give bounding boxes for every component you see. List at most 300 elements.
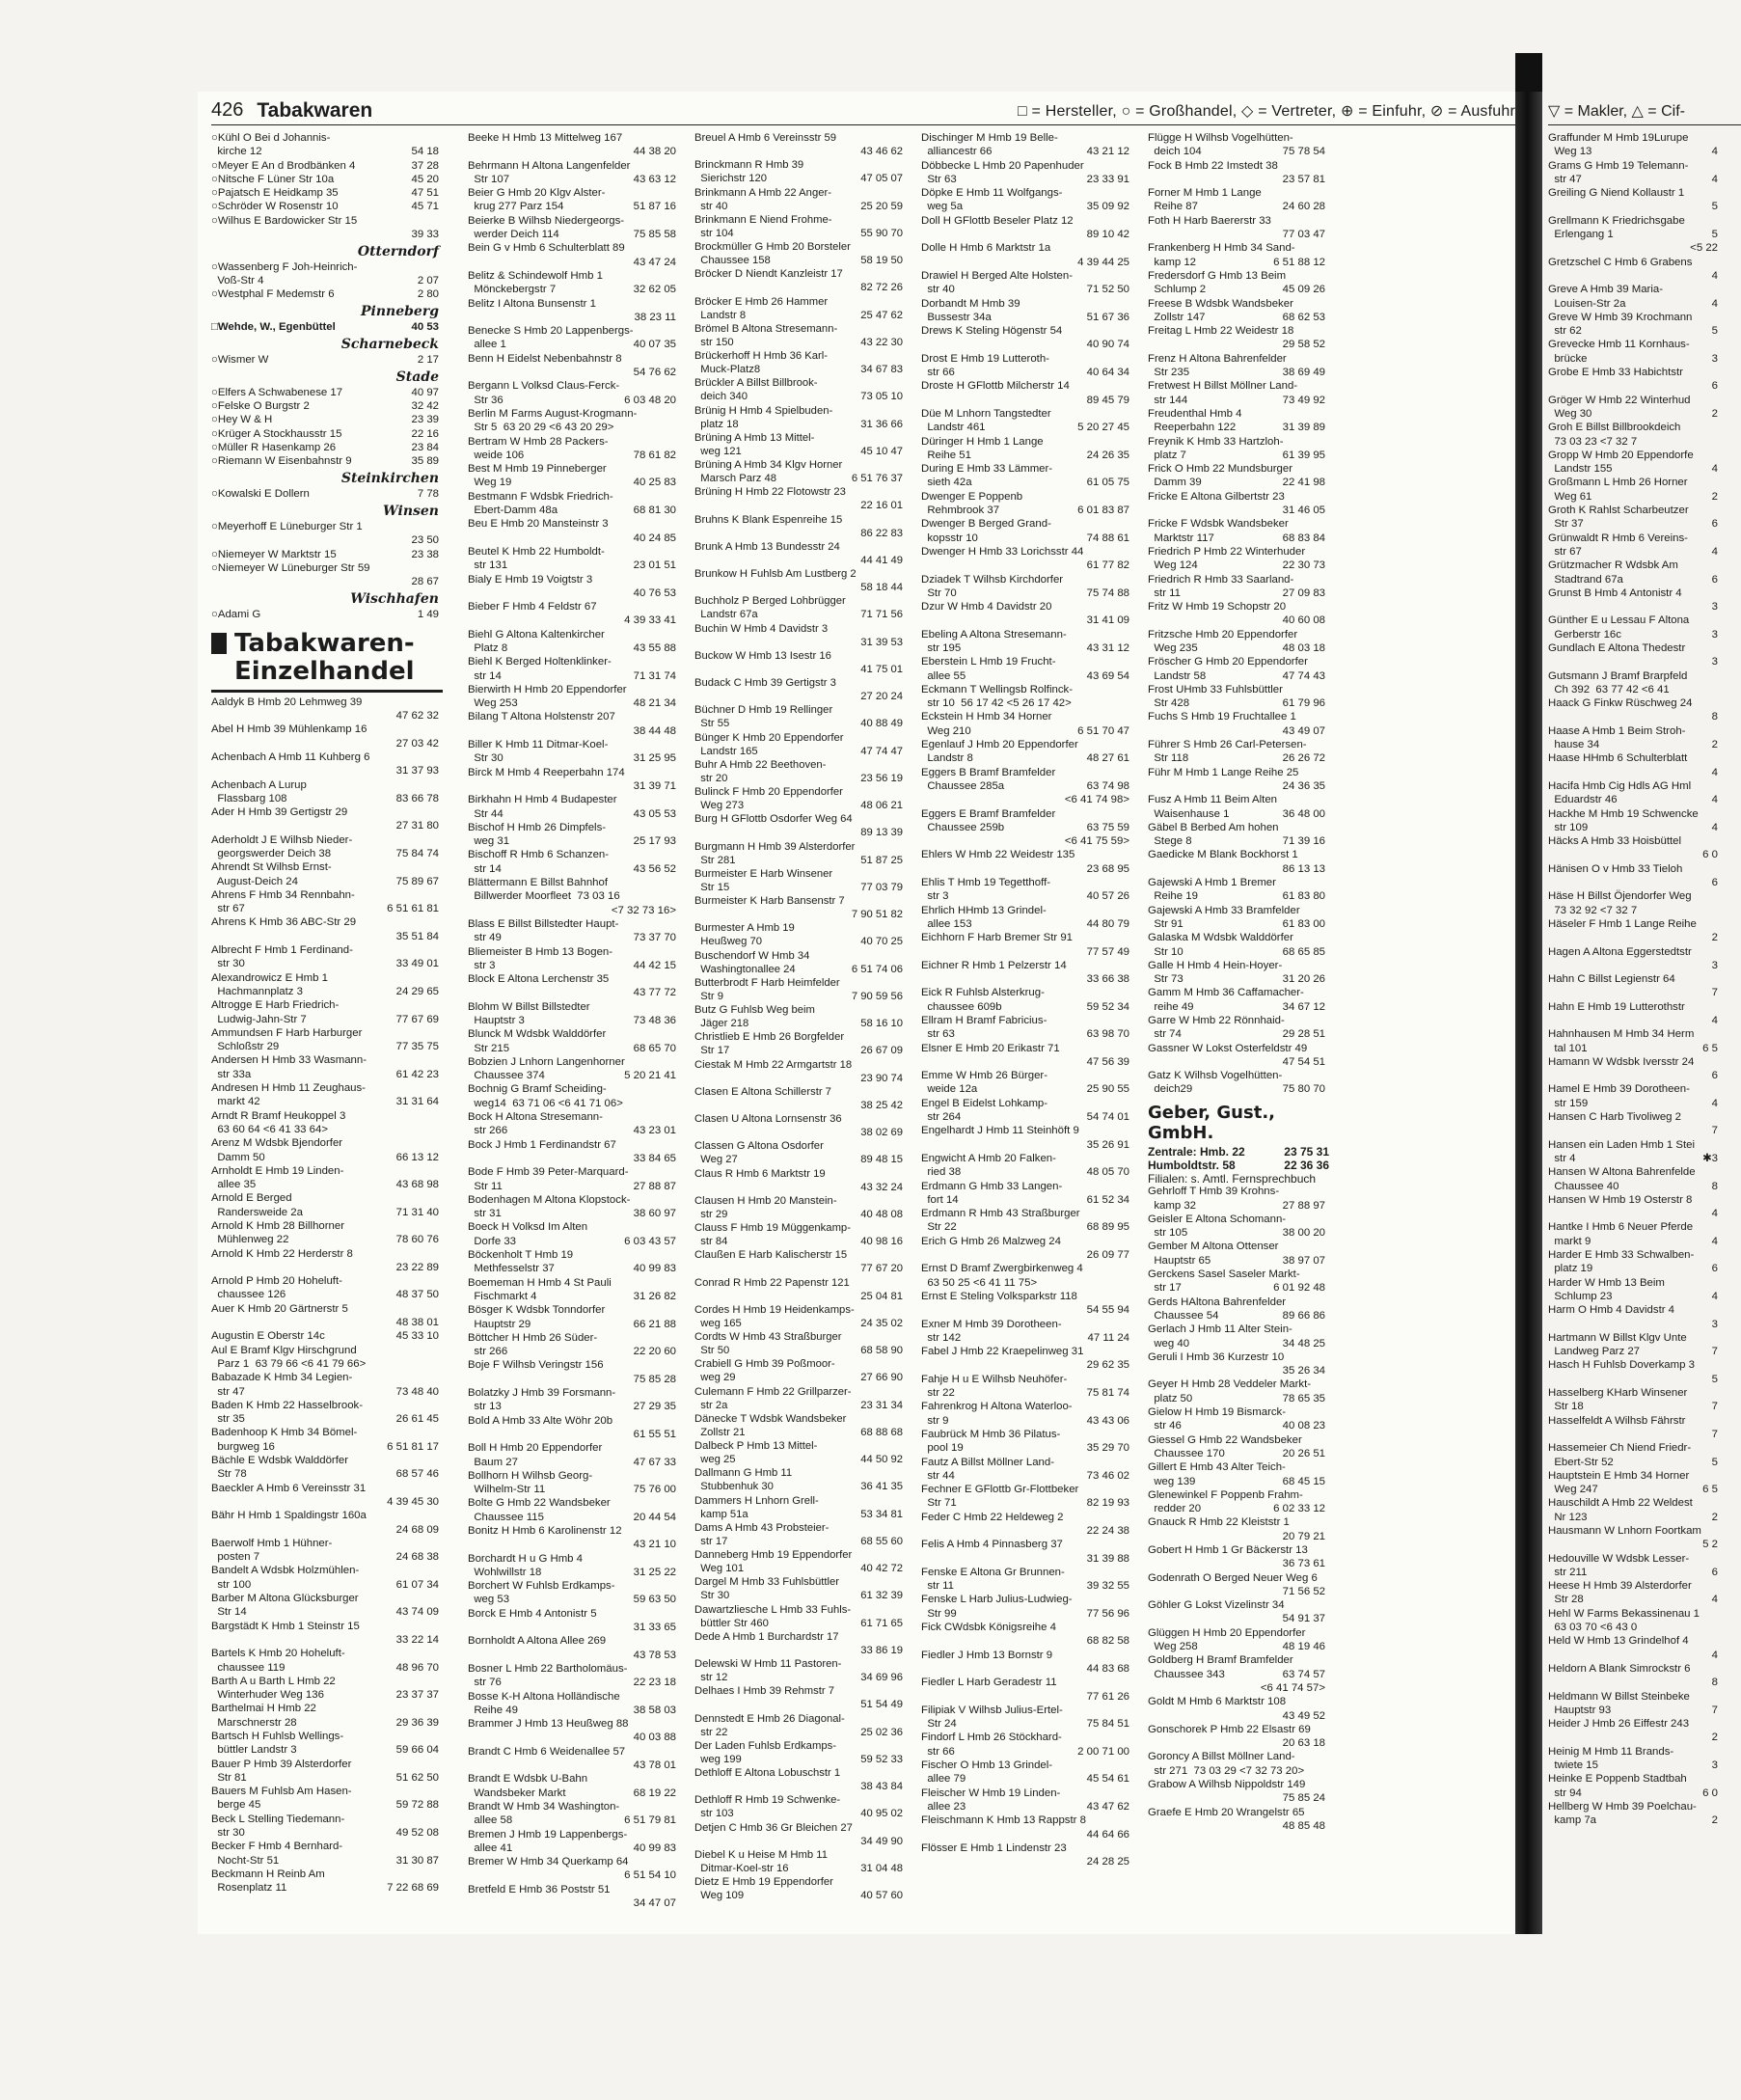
directory-entry bbox=[211, 1358, 443, 1372]
entry-name: str 66 bbox=[921, 1745, 955, 1758]
entry-name: Bächle E Wdsbk Walddörfer bbox=[211, 1455, 349, 1467]
entry-phone: 45 54 61 bbox=[1086, 1773, 1129, 1786]
directory-entry bbox=[921, 1512, 1133, 1525]
entry-phone: 26 26 72 bbox=[1282, 752, 1325, 765]
directory-entry bbox=[1548, 229, 1722, 242]
directory-entry bbox=[1548, 395, 1722, 408]
directory-entry bbox=[921, 1773, 1133, 1786]
entry-name: Häcks A Hmb 33 Hoisbüttel bbox=[1548, 835, 1682, 848]
directory-entry bbox=[1148, 725, 1329, 739]
entry-name: Hausmann W Lnhorn Foortkam bbox=[1548, 1524, 1701, 1537]
entry-phone: 6 0 bbox=[1702, 1786, 1718, 1799]
directory-entry bbox=[211, 806, 443, 820]
entry-name: Grams G Hmb 19 Telemann- bbox=[1548, 159, 1689, 172]
directory-entry bbox=[211, 1275, 443, 1289]
directory-entry bbox=[1148, 835, 1329, 849]
entry-name: Str 14 bbox=[211, 1606, 247, 1619]
entry-name: Andresen H Hmb 11 Zeughaus- bbox=[211, 1082, 366, 1095]
entry-name: weg 25 bbox=[694, 1454, 736, 1466]
directory-entry bbox=[694, 159, 907, 173]
directory-entry bbox=[468, 1787, 680, 1801]
directory-entry bbox=[694, 732, 907, 746]
directory-entry bbox=[694, 1590, 907, 1603]
directory-entry bbox=[921, 1221, 1133, 1235]
entry-name: Gäbel B Berbed Am hohen bbox=[1148, 821, 1279, 833]
directory-entry bbox=[468, 987, 680, 1000]
entry-name: Str 10 bbox=[1148, 945, 1183, 958]
entry-phone: 71 52 50 bbox=[1086, 284, 1129, 296]
entry-name: Str 81 bbox=[211, 1771, 247, 1784]
entry-name: Weg 253 bbox=[468, 697, 518, 710]
entries-pinneberg bbox=[211, 321, 443, 335]
entry-phone: 61 07 34 bbox=[395, 1578, 439, 1591]
entry-name: Weg 124 bbox=[1148, 559, 1198, 572]
directory-entry bbox=[1548, 353, 1722, 367]
directory-entry bbox=[694, 268, 907, 282]
directory-entry bbox=[694, 473, 907, 486]
entry-name: Rosenplatz 11 bbox=[211, 1882, 287, 1895]
entry-name: Landstr 8 bbox=[694, 309, 747, 321]
entry-phone: 8 bbox=[1711, 1677, 1718, 1689]
directory-entry bbox=[694, 1168, 907, 1182]
entry-phone: 6 bbox=[1711, 380, 1718, 393]
entry-phone: 47 54 51 bbox=[1282, 1055, 1325, 1068]
directory-entry bbox=[211, 1703, 443, 1716]
entry-phone: 31 20 26 bbox=[1282, 973, 1325, 986]
entry-name: Baum 27 bbox=[468, 1456, 518, 1468]
directory-entry bbox=[468, 505, 680, 518]
directory-entry bbox=[1548, 973, 1722, 987]
directory-entry bbox=[468, 559, 680, 573]
entry-name: Gerlach J Hmb 11 Alter Stein- bbox=[1148, 1323, 1292, 1336]
directory-entry bbox=[1548, 1374, 1722, 1387]
directory-entry bbox=[468, 863, 680, 877]
directory-entry bbox=[694, 991, 907, 1004]
entry-name: Geisler E Altona Schomann- bbox=[1148, 1213, 1287, 1225]
directory-entry bbox=[1148, 1282, 1329, 1295]
directory-entry bbox=[921, 863, 1133, 877]
directory-entry bbox=[694, 1059, 907, 1073]
entry-phone: 6 51 88 12 bbox=[1273, 256, 1325, 268]
entry-phone: 8 bbox=[1711, 711, 1718, 723]
directory-entry bbox=[1548, 711, 1722, 724]
entry-phone: 61 32 39 bbox=[860, 1590, 903, 1602]
entry-phone: 49 52 08 bbox=[395, 1827, 439, 1840]
directory-entry bbox=[1148, 614, 1329, 628]
entry-phone: 71 71 56 bbox=[860, 609, 903, 621]
entry-name: str 47 bbox=[1548, 173, 1582, 185]
entry-phone: 23 33 91 bbox=[1086, 173, 1129, 185]
directory-entry bbox=[1548, 257, 1722, 270]
directory-entry bbox=[1148, 794, 1329, 807]
entry-name: Häseler F Hmb 1 Lange Reihe bbox=[1548, 917, 1697, 930]
entry-phone: 58 18 44 bbox=[860, 582, 903, 594]
directory-entry bbox=[1148, 587, 1329, 601]
entry-name: Heese H Hmb 39 Alsterdorfer bbox=[1548, 1580, 1692, 1593]
entry-phone: 35 26 91 bbox=[1086, 1138, 1129, 1151]
entry-name: Sierichstr 120 bbox=[694, 173, 768, 185]
entry-phone: 26 61 45 bbox=[395, 1413, 439, 1426]
entry-phone: 59 52 33 bbox=[860, 1753, 903, 1765]
directory-entry bbox=[211, 903, 443, 916]
entry-name: ○Pajatsch E Heidkamp 35 bbox=[211, 187, 339, 200]
entry-phone: 66 21 88 bbox=[633, 1318, 676, 1330]
entry-name: Brandt C Hmb 6 Weidenallee 57 bbox=[468, 1745, 626, 1758]
column-2 bbox=[468, 132, 680, 1911]
entry-name: Brückerhoff H Hmb 36 Karl- bbox=[694, 350, 828, 362]
entry-name: Landweg Parz 27 bbox=[1548, 1346, 1640, 1358]
entry-phone: 29 62 35 bbox=[1086, 1359, 1129, 1372]
directory-entry bbox=[921, 1691, 1133, 1705]
directory-entry bbox=[1548, 1525, 1722, 1539]
entry-name: Hasch H Fuhlsb Doverkamp 3 bbox=[1548, 1359, 1695, 1372]
directory-entry bbox=[694, 201, 907, 214]
column-4 bbox=[921, 132, 1133, 1869]
entry-phone: 43 21 10 bbox=[633, 1539, 676, 1551]
entry-phone: 23 39 bbox=[411, 414, 439, 426]
directory-entry bbox=[211, 1165, 443, 1179]
entry-phone: 36 41 35 bbox=[860, 1481, 903, 1493]
directory-entry bbox=[1148, 325, 1329, 339]
directory-entry bbox=[694, 214, 907, 228]
directory-entry bbox=[468, 1525, 680, 1539]
directory-entry bbox=[211, 1248, 443, 1262]
entry-phone: 40 60 08 bbox=[1282, 614, 1325, 627]
directory-entry bbox=[1148, 629, 1329, 642]
entry-phone: 6 bbox=[1711, 573, 1718, 586]
directory-entry bbox=[468, 1001, 680, 1015]
entry-name: Biehl G Altona Kaltenkircher bbox=[468, 628, 605, 641]
entry-name: Gamm M Hmb 36 Caffamacher- bbox=[1148, 987, 1304, 999]
entry-phone: 71 39 16 bbox=[1282, 835, 1325, 848]
directory-entry bbox=[921, 932, 1133, 945]
geber-branches: Filialen: s. Amtl. Fernsprechbuch bbox=[1148, 1172, 1317, 1186]
entry-phone: 75 76 00 bbox=[633, 1484, 676, 1496]
entry-phone: 7 90 51 82 bbox=[851, 909, 903, 921]
entry-name: Brockmüller G Hmb 20 Borsteler bbox=[694, 241, 851, 253]
directory-entry bbox=[921, 1304, 1133, 1318]
entry-name: Führ M Hmb 1 Lange Reihe 25 bbox=[1148, 766, 1299, 778]
directory-entry bbox=[211, 576, 443, 589]
entry-phone: 6 51 74 06 bbox=[851, 963, 903, 975]
entry-phone: 75 85 24 bbox=[1282, 1792, 1325, 1805]
entry-name: str 11 bbox=[921, 1580, 954, 1593]
directory-entry bbox=[468, 780, 680, 794]
entry-name: str 103 bbox=[694, 1808, 734, 1820]
entry-name: Gropp W Hmb 20 Eppendorfe bbox=[1548, 449, 1694, 461]
entry-name: Hedouville W Wdsbk Lesser- bbox=[1548, 1552, 1690, 1565]
directory-entry bbox=[211, 889, 443, 903]
entry-name: str 44 bbox=[921, 1469, 955, 1482]
directory-entry bbox=[211, 400, 443, 414]
directory-entry bbox=[468, 1884, 680, 1897]
directory-entry bbox=[468, 187, 680, 201]
directory-entry bbox=[921, 229, 1133, 242]
entry-name: Brandt W Hmb 34 Washington- bbox=[468, 1800, 620, 1813]
entry-name: twiete 15 bbox=[1548, 1759, 1598, 1772]
directory-entry bbox=[1548, 436, 1722, 450]
directory-entry bbox=[1148, 697, 1329, 711]
entry-phone: 63 74 98 bbox=[1086, 779, 1129, 792]
entry-name: str 3 bbox=[921, 890, 949, 903]
directory-entry bbox=[921, 1111, 1133, 1125]
directory-entry bbox=[1548, 1677, 1722, 1690]
directory-entry bbox=[1548, 505, 1722, 518]
directory-entry bbox=[468, 408, 680, 422]
entry-name: Fechner E GFlottb Gr-Flottbeker bbox=[921, 1484, 1079, 1496]
directory-entry bbox=[1548, 546, 1722, 559]
entry-name: Becker F Hmb 4 Bernhard- bbox=[211, 1841, 343, 1853]
directory-entry bbox=[468, 1015, 680, 1028]
entry-name: Gassner W Lokst Osterfeldstr 49 bbox=[1148, 1042, 1308, 1054]
directory-entry bbox=[211, 1054, 443, 1068]
entry-name: Großmann L Hmb 26 Horner bbox=[1548, 477, 1688, 489]
entry-name: Günther E u Lessau F Altona bbox=[1548, 614, 1690, 627]
entry-name: Clasen U Altona Lornsenstr 36 bbox=[694, 1113, 842, 1125]
entry-phone: 31 41 09 bbox=[1086, 614, 1129, 627]
directory-entry bbox=[921, 1139, 1133, 1153]
directory-entry bbox=[694, 1808, 907, 1821]
directory-entry bbox=[211, 710, 443, 723]
directory-entry bbox=[211, 876, 443, 889]
entry-name: Bornholdt A Altona Allee 269 bbox=[468, 1635, 607, 1648]
entry-name: Beeke H Hmb 13 Mittelweg 167 bbox=[468, 132, 623, 144]
entry-name: Brandt E Wdsbk U-Bahn bbox=[468, 1773, 588, 1786]
entry-phone: 4 bbox=[1711, 1208, 1718, 1220]
directory-entry bbox=[921, 339, 1133, 352]
entry-name: Blass E Billst Billstedter Haupt- bbox=[468, 917, 619, 930]
directory-entry bbox=[211, 1289, 443, 1302]
directory-entry bbox=[694, 350, 907, 364]
directory-entry bbox=[694, 1794, 907, 1808]
directory-entry bbox=[211, 1330, 443, 1344]
directory-entry bbox=[1548, 697, 1722, 711]
entry-phone: 3 bbox=[1711, 1759, 1718, 1772]
geber-line bbox=[1148, 1172, 1329, 1186]
directory-entry bbox=[468, 367, 680, 380]
directory-entry bbox=[211, 723, 443, 737]
directory-entry bbox=[694, 813, 907, 827]
directory-entry bbox=[694, 1386, 907, 1400]
directory-entry bbox=[211, 1717, 443, 1731]
entry-phone: 4 bbox=[1711, 794, 1718, 806]
entry-phone: 59 72 88 bbox=[395, 1799, 439, 1812]
entry-name: Bünger K Hmb 20 Eppendorfer bbox=[694, 731, 844, 744]
entry-name: Hasselberg KHarb Winsener bbox=[1548, 1387, 1688, 1400]
entry-name: hause 34 bbox=[1548, 739, 1600, 751]
directory-entry bbox=[211, 321, 443, 335]
category-heading bbox=[211, 630, 443, 693]
entry-name: Landstr 155 bbox=[1548, 463, 1613, 476]
entry-name: Muck-Platz8 bbox=[694, 364, 761, 376]
directory-entry bbox=[1548, 408, 1722, 422]
entry-name: Gaedicke M Blank Bockhorst 1 bbox=[1148, 849, 1298, 861]
entry-name: Jäger 218 bbox=[694, 1018, 749, 1030]
entry-name: Buchholz P Berged Lohbrügger bbox=[694, 595, 846, 608]
entry-name: Weg 13 bbox=[1548, 146, 1592, 158]
entry-phone: 3 bbox=[1711, 656, 1718, 668]
entry-phone: 34 47 07 bbox=[633, 1897, 676, 1909]
directory-entry bbox=[694, 868, 907, 882]
entry-phone: 43 31 12 bbox=[1086, 641, 1129, 654]
geber-phone: 23 75 31 bbox=[1284, 1145, 1329, 1159]
directory-entry bbox=[468, 752, 680, 766]
entry-phone: 31 25 22 bbox=[633, 1566, 676, 1578]
entry-name: Barth A u Barth L Hmb 22 bbox=[211, 1675, 336, 1687]
entry-phone: 48 96 70 bbox=[395, 1661, 439, 1674]
directory-entry bbox=[1148, 201, 1329, 214]
entry-name: Weg 27 bbox=[694, 1154, 738, 1166]
entry-phone: 33 66 38 bbox=[1086, 973, 1129, 986]
directory-entry bbox=[468, 973, 680, 987]
entry-name: str 84 bbox=[694, 1236, 728, 1248]
entry-name: Grunst B Hmb 4 Antonistr 4 bbox=[1548, 586, 1682, 599]
directory-entry bbox=[1148, 711, 1329, 724]
directory-entry bbox=[1548, 684, 1722, 697]
entry-phone: 73 49 92 bbox=[1282, 394, 1325, 406]
directory-entry bbox=[694, 936, 907, 949]
directory-entry bbox=[1148, 298, 1329, 312]
directory-entry bbox=[921, 1814, 1133, 1828]
entry-name: Berlin M Farms August-Krogmann- bbox=[468, 407, 638, 420]
directory-entry bbox=[468, 1829, 680, 1842]
directory-entry bbox=[468, 877, 680, 890]
entry-name: Boje F Wilhsb Veringstr 156 bbox=[468, 1359, 604, 1372]
directory-entry bbox=[694, 568, 907, 582]
entry-name: Chaussee 115 bbox=[468, 1511, 544, 1523]
directory-entry bbox=[211, 1648, 443, 1661]
directory-entry bbox=[1148, 1448, 1329, 1461]
directory-entry bbox=[1548, 1732, 1722, 1745]
directory-entry bbox=[468, 1401, 680, 1414]
entry-name: Dwenger B Berged Grand- bbox=[921, 518, 1051, 531]
entry-name: Grellmann K Friedrichsgabe bbox=[1548, 214, 1685, 227]
entry-name: Hansen W Altona Bahrenfelde bbox=[1548, 1166, 1696, 1179]
directory-entry bbox=[694, 1018, 907, 1031]
directory-entry bbox=[921, 1374, 1133, 1387]
directory-entry bbox=[211, 1179, 443, 1192]
entry-phone: 82 19 93 bbox=[1086, 1497, 1129, 1510]
directory-entry bbox=[211, 229, 443, 242]
entry-phone: 2 bbox=[1711, 1511, 1718, 1523]
directory-entry bbox=[921, 574, 1133, 587]
entry-name: Bierwirth H Hmb 20 Eppendorfer bbox=[468, 683, 627, 695]
directory-entry bbox=[468, 325, 680, 339]
directory-entry bbox=[468, 298, 680, 312]
entry-name: Böckenholt T Hmb 19 bbox=[468, 1249, 574, 1262]
entry-phone: 22 16 bbox=[411, 427, 439, 440]
entry-phone: 23 50 bbox=[411, 534, 439, 547]
entry-phone: 63 74 57 bbox=[1282, 1668, 1325, 1680]
entry-name: Gnauck R Hmb 22 Kleiststr 1 bbox=[1148, 1516, 1290, 1529]
entry-name: Str 44 bbox=[468, 807, 503, 820]
entry-name: □Wehde, W., Egenbüttel bbox=[211, 321, 336, 334]
directory-entry bbox=[1148, 1268, 1329, 1282]
directory-entry bbox=[211, 916, 443, 930]
entry-name: deich 104 bbox=[1148, 146, 1202, 158]
directory-entry bbox=[1148, 574, 1329, 587]
directory-entry bbox=[921, 1415, 1133, 1429]
entry-name: str 62 bbox=[1548, 325, 1582, 338]
entry-name: Fock B Hmb 22 Imstedt 38 bbox=[1148, 159, 1278, 172]
directory-entry bbox=[921, 890, 1133, 904]
directory-entry bbox=[211, 1110, 443, 1124]
directory-entry bbox=[468, 174, 680, 187]
entry-name: Ebeling A Altona Stresemann- bbox=[921, 628, 1067, 641]
entry-phone: 75 80 70 bbox=[1282, 1083, 1325, 1096]
directory-entry bbox=[694, 841, 907, 855]
entry-phone: 68 62 53 bbox=[1282, 311, 1325, 323]
directory-entry bbox=[1548, 574, 1722, 587]
entry-name: Str 22 bbox=[921, 1221, 957, 1234]
entry-name: redder 20 bbox=[1148, 1503, 1202, 1515]
entry-phone: 61 77 82 bbox=[1086, 559, 1129, 572]
entry-name: str 100 bbox=[211, 1578, 252, 1591]
directory-entry bbox=[1548, 1497, 1722, 1511]
entry-name: allee 1 bbox=[468, 339, 506, 351]
directory-entry bbox=[694, 922, 907, 936]
entry-phone: 40 57 26 bbox=[1086, 890, 1129, 903]
entry-name: Waisenhause 1 bbox=[1148, 807, 1230, 820]
directory-entry bbox=[468, 601, 680, 614]
entry-name: str 22 bbox=[694, 1726, 728, 1738]
directory-entry bbox=[921, 1291, 1133, 1304]
directory-entry bbox=[468, 1856, 680, 1869]
directory-entry bbox=[921, 201, 1133, 214]
directory-entry bbox=[211, 1427, 443, 1440]
entry-name: str 11 bbox=[1148, 586, 1181, 599]
entry-phone: 34 49 90 bbox=[860, 1835, 903, 1847]
entry-name: Hartmann W Billst Klgv Unte bbox=[1548, 1331, 1687, 1344]
directory-entry bbox=[694, 282, 907, 295]
entry-phone: 89 13 39 bbox=[860, 827, 903, 839]
directory-entry bbox=[1548, 1277, 1722, 1291]
entry-name: Wilhelm-Str 11 bbox=[468, 1484, 546, 1496]
directory-entry bbox=[1148, 463, 1329, 477]
entry-name: Fenske E Altona Gr Brunnen- bbox=[921, 1566, 1065, 1578]
entry-phone: 40 99 83 bbox=[633, 1263, 676, 1275]
directory-entry bbox=[1148, 642, 1329, 656]
directory-entry bbox=[921, 146, 1133, 159]
directory-entry bbox=[1548, 298, 1722, 312]
directory-entry bbox=[694, 1440, 907, 1454]
entry-name: Breuel A Hmb 6 Vereinsstr 59 bbox=[694, 132, 836, 144]
entry-name: Bieber F Hmb 4 Feldstr 67 bbox=[468, 601, 597, 614]
directory-entry bbox=[694, 664, 907, 677]
directory-entry bbox=[468, 1291, 680, 1304]
entry-phone: 61 83 80 bbox=[1282, 890, 1325, 903]
entry-name: Burmeister K Harb Bansenstr 7 bbox=[694, 895, 845, 907]
directory-entry bbox=[694, 623, 907, 637]
directory-entry bbox=[211, 958, 443, 971]
entry-name: Burgmann H Hmb 39 Alsterdorfer bbox=[694, 840, 856, 853]
entry-name: Dänecke T Wdsbk Wandsbeker bbox=[694, 1412, 847, 1425]
directory-entry bbox=[211, 1606, 443, 1620]
entry-name: alliancestr 66 bbox=[921, 146, 993, 158]
directory-entry bbox=[1148, 1599, 1329, 1613]
entry-name: Döbbecke L Hmb 20 Papenhuder bbox=[921, 159, 1084, 172]
entry-name: Hachmannplatz 3 bbox=[211, 985, 303, 997]
entry-name: str 12 bbox=[694, 1672, 728, 1684]
directory-entry bbox=[921, 849, 1133, 862]
entry-name: Erdmann R Hmb 43 Straßburger bbox=[921, 1208, 1080, 1220]
directory-entry bbox=[211, 549, 443, 562]
entry-phone: 31 39 53 bbox=[860, 636, 903, 648]
entry-name: Engel B Eidelst Lohkamp- bbox=[921, 1097, 1048, 1109]
directory-entry bbox=[921, 187, 1133, 201]
entry-name: Biehl K Berged Holtenklinker- bbox=[468, 656, 612, 668]
entry-name: str 266 bbox=[468, 1346, 508, 1358]
